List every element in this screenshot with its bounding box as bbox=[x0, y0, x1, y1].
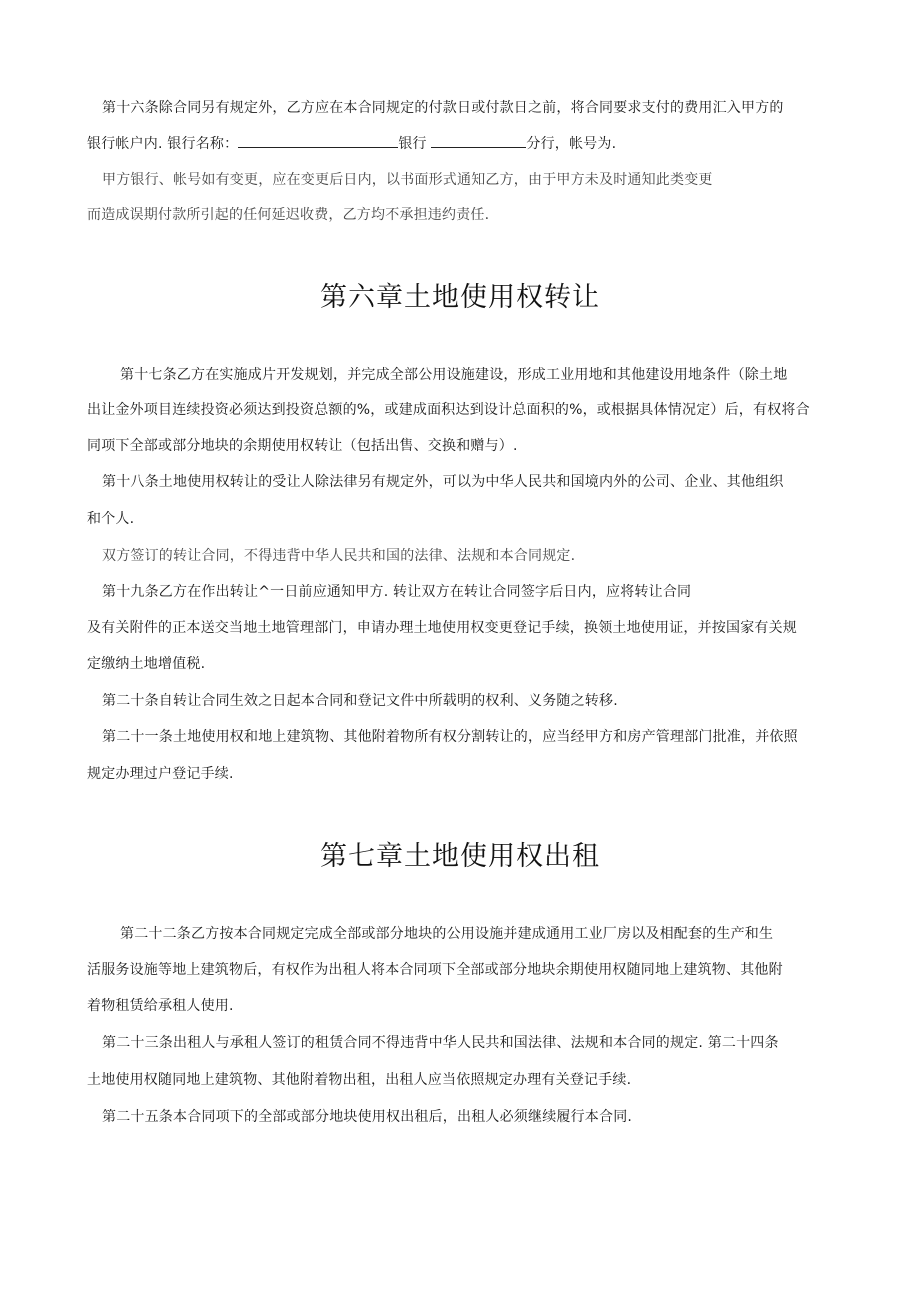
article-22-line-3: 着物租赁给承租人使用. bbox=[87, 998, 234, 1014]
article-18-line-3: 双方签订的转让合同，不得违背中华人民共和国的法律、法规和本合同规定. bbox=[102, 548, 576, 564]
article-16-line-2 bbox=[87, 134, 616, 153]
article-16-line-4: 而造成误期付款所引起的任何延迟收费，乙方均不承担违约责任. bbox=[87, 207, 490, 223]
article-19-line-2: 及有关附件的正本送交当地土地管理部门，申请办理土地使用权变更登记手续，换领土地使用证，并按国家有关规 bbox=[87, 620, 797, 636]
branch-blank bbox=[431, 134, 526, 148]
article-21-line-2: 规定办理过户登记手续. bbox=[87, 766, 234, 782]
article-22-line-1: 第二十二条乙方按本合同规定完成全部或部分地块的公用设施并建成通用工业厂房以及相配套的生产和生 bbox=[120, 926, 774, 942]
article-19-line-1: 第十九条乙方在作出转让^一日前应通知甲方. 转让双方在转让合同签字后日内，应将转让合同 bbox=[102, 584, 692, 600]
article-17-line-3: 同项下全部或部分地块的余期使用权转让（包括出售、交换和赠与）. bbox=[87, 438, 518, 454]
article-16-line-1: 第十六条除合同另有规定外，乙方应在本合同规定的付款日或付款日之前，将合同要求支付的费用汇入甲方的 bbox=[102, 100, 784, 116]
article-21-line-1: 第二十一条土地使用权和地上建筑物、其他附着物所有权分割转让的，应当经甲方和房产管理部门批准，并依照 bbox=[102, 729, 798, 745]
bank-label: 银行 bbox=[398, 136, 427, 152]
article-20-line-1: 第二十条自转让合同生效之日起本合同和登记文件中所载明的权利、义务随之转移. bbox=[102, 693, 618, 709]
article-23-line-1: 第二十三条出租人与承租人签订的租赁合同不得违背中华人民共和国法律、法规和本合同的规定. 第二十四条 bbox=[102, 1035, 779, 1051]
chapter-6-title: 第六章土地使用权转让 bbox=[320, 282, 600, 313]
bank-name-blank bbox=[238, 134, 398, 148]
article-17-line-1: 第十七条乙方在实施成片开发规划，并完成全部公用设施建设，形成工业用地和其他建设用地条件（除土地 bbox=[120, 367, 788, 383]
article-22-line-2: 活服务设施等地上建筑物后，有权作为出租人将本合同项下全部或部分地块余期使用权随同地上建筑物、其他附 bbox=[87, 962, 783, 978]
branch-label: 分行，帐号为. bbox=[526, 136, 617, 152]
article-17-line-2: 出让金外项目连续投资必须达到投资总额的%，或建成面积达到设计总面积的%，或根据具体情况定）后，有权将合 bbox=[87, 402, 810, 418]
bank-name-label: 银行帐户内. 银行名称： bbox=[87, 136, 239, 152]
article-18-line-2: 和个人. bbox=[87, 511, 135, 527]
article-19-line-3: 定缴纳土地增值税. bbox=[87, 656, 206, 672]
article-23-line-2: 土地使用权随同地上建筑物、其他附着物出租，出租人应当依照规定办理有关登记手续. bbox=[87, 1072, 632, 1088]
article-18-line-1: 第十八条土地使用权转让的受让人除法律另有规定外，可以为中华人民共和国境内外的公司、企业、其他组织 bbox=[102, 474, 784, 490]
article-25-line-1: 第二十五条本合同项下的全部或部分地块使用权出租后，出租人必须继续履行本合同. bbox=[102, 1109, 633, 1125]
article-16-line-3: 甲方银行、帐号如有变更，应在变更后日内，以书面形式通知乙方，由于甲方未及时通知此类变更 bbox=[102, 172, 713, 188]
chapter-7-title: 第七章土地使用权出租 bbox=[320, 841, 600, 872]
